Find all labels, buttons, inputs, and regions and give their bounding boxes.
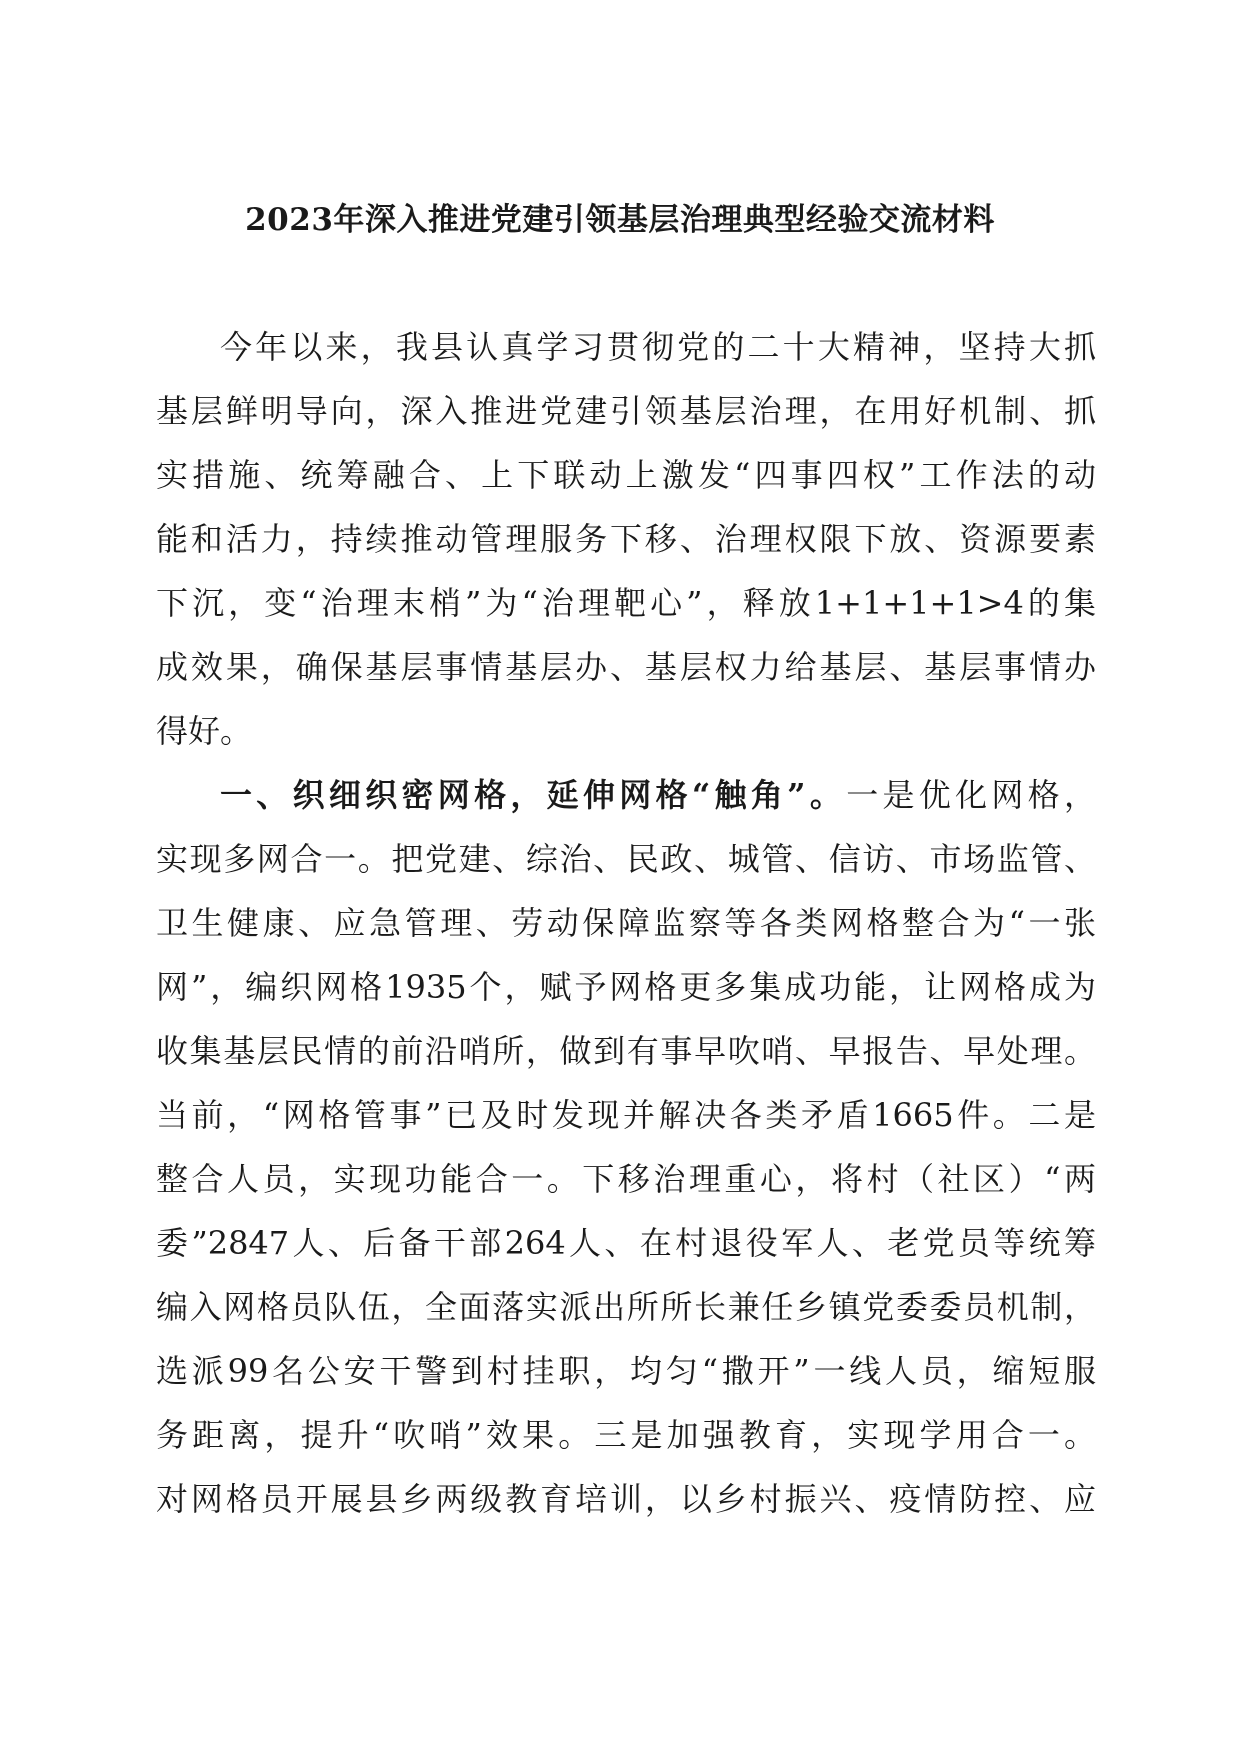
document-title: 2023年深入推进党建引领基层治理典型经验交流材料 xyxy=(245,202,995,238)
text-line: 实现多网合一。把党建、综治、民政、城管、信访、市场监管、 xyxy=(156,840,1096,878)
text-line: 选派99名公安干警到村挂职，均匀“撒开”一线人员，缩短服 xyxy=(156,1352,1096,1390)
section-heading: 一、织细织密网格，延伸网格“触角”。 xyxy=(220,776,847,814)
text-line: 实措施、统筹融合、上下联动上激发“四事四权”工作法的动 xyxy=(156,456,1096,494)
text-line: 务距离，提升“吹哨”效果。三是加强教育，实现学用合一。 xyxy=(156,1416,1096,1454)
text-line: 编入网格员队伍，全面落实派出所所长兼任乡镇党委委员机制， xyxy=(156,1288,1096,1326)
text-line: 今年以来，我县认真学习贯彻党的二十大精神，坚持大抓 xyxy=(220,328,1096,366)
line-text: 一是优化网格， xyxy=(846,776,1096,814)
text-line: 收集基层民情的前沿哨所，做到有事早吹哨、早报告、早处理。 xyxy=(156,1032,1096,1070)
text-line: 对网格员开展县乡两级教育培训，以乡村振兴、疫情防控、应 xyxy=(156,1480,1096,1518)
text-line: 卫生健康、应急管理、劳动保障监察等各类网格整合为“一张 xyxy=(156,904,1096,942)
text-line: 当前，“网格管事”已及时发现并解决各类矛盾1665件。二是 xyxy=(156,1096,1096,1134)
text-line: 整合人员，实现功能合一。下移治理重心，将村（社区）“两 xyxy=(156,1160,1096,1198)
text-line: 网”，编织网格1935个，赋予网格更多集成功能，让网格成为 xyxy=(156,968,1096,1006)
text-line: 能和活力，持续推动管理服务下移、治理权限下放、资源要素 xyxy=(156,520,1096,558)
text-line: 基层鲜明导向，深入推进党建引领基层治理，在用好机制、抓 xyxy=(156,392,1096,430)
text-line: 委”2847人、后备干部264人、在村退役军人、老党员等统筹 xyxy=(156,1224,1096,1262)
text-line xyxy=(220,763,1096,827)
text-line: 成效果，确保基层事情基层办、基层权力给基层、基层事情办 xyxy=(156,648,1096,686)
text-line: 得好。 xyxy=(156,712,253,750)
text-line: 下沉，变“治理末梢”为“治理靶心”，释放1+1+1+1>4的集 xyxy=(156,584,1096,622)
